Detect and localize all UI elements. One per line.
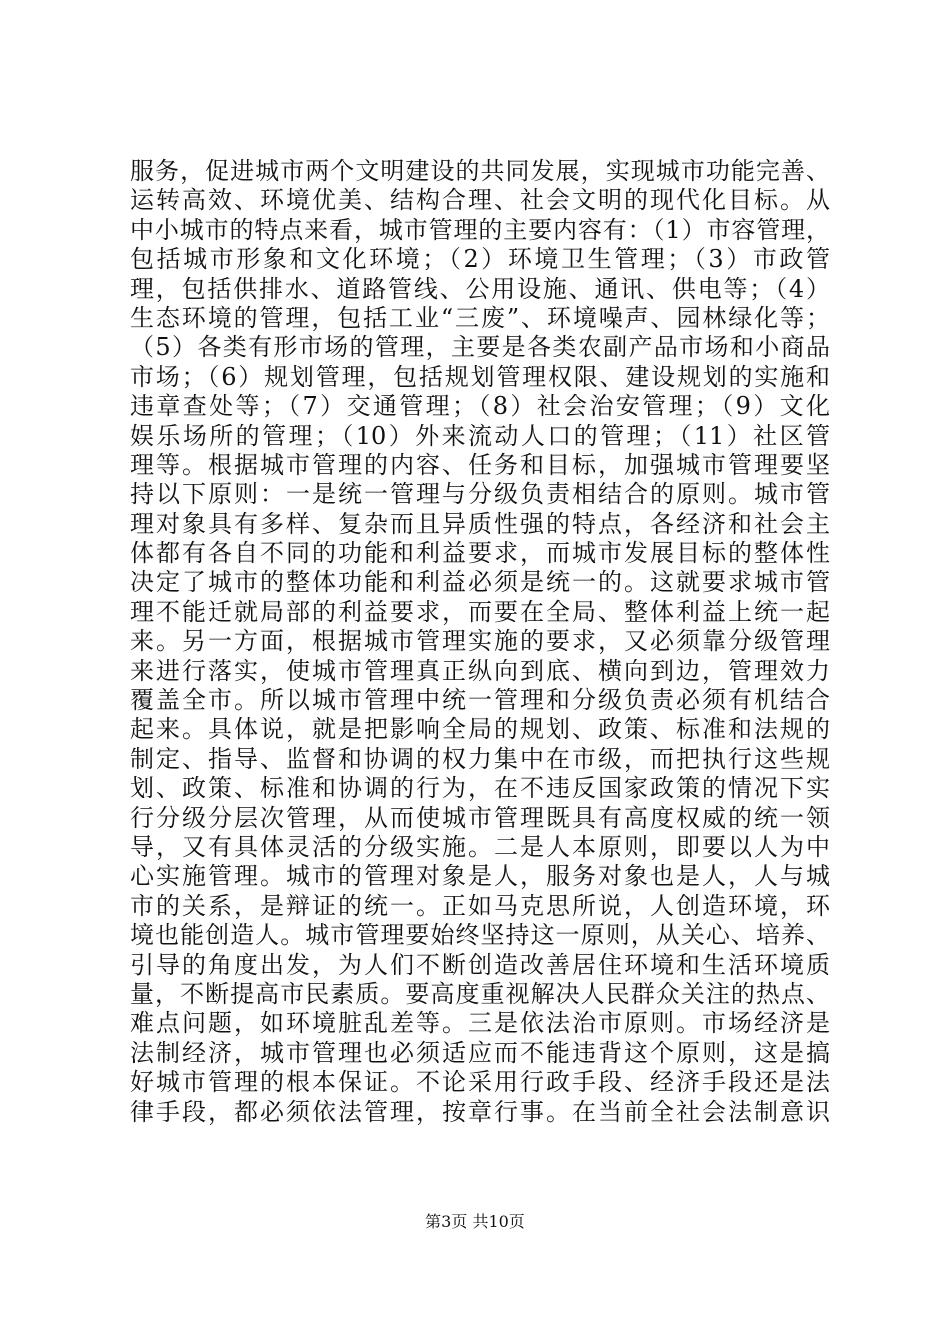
text-line: 娱乐场所的管理；（10）外来流动人口的管理；（11）社区管	[130, 421, 830, 450]
page-number-footer: 第3页 共10页	[425, 1212, 525, 1231]
text-line: 生态环境的管理，包括工业“三废”、环境噪声、园林绿化等；	[130, 303, 830, 332]
text-line: 包括城市形象和文化环境；（2）环境卫生管理；（3）市政管	[130, 245, 830, 274]
text-line: 覆盖全市。所以城市管理中统一管理和分级负责必须有机结合	[130, 686, 830, 715]
text-line: 市场；（6）规划管理，包括规划管理权限、建设规划的实施和	[130, 362, 830, 391]
text-line: 理不能迁就局部的利益要求，而要在全局、整体利益上统一起	[130, 597, 830, 626]
text-line: 法制经济，城市管理也必须适应而不能违背这个原则，这是搞	[130, 1038, 830, 1067]
text-line: 中小城市的特点来看，城市管理的主要内容有：（1）市容管理，	[130, 215, 830, 244]
text-line: （5）各类有形市场的管理，主要是各类农副产品市场和小商品	[130, 333, 830, 362]
text-line: 体都有各自不同的功能和利益要求，而城市发展目标的整体性	[130, 539, 830, 568]
text-line: 运转高效、环境优美、结构合理、社会文明的现代化目标。从	[130, 186, 830, 215]
text-line: 好城市管理的根本保证。不论采用行政手段、经济手段还是法	[130, 1068, 830, 1097]
body-paragraph	[130, 157, 830, 1127]
text-line: 决定了城市的整体功能和利益必须是统一的。这就要求城市管	[130, 568, 830, 597]
text-line: 行分级分层次管理，从而使城市管理既具有高度权威的统一领	[130, 803, 830, 832]
text-line: 境也能创造人。城市管理要始终坚持这一原则，从关心、培养、	[130, 921, 830, 950]
text-line: 制定、指导、监督和协调的权力集中在市级，而把执行这些规	[130, 744, 830, 773]
text-line: 市的关系，是辩证的统一。正如马克思所说，人创造环境，环	[130, 891, 830, 920]
text-line: 来进行落实，使城市管理真正纵向到底、横向到边，管理效力	[130, 656, 830, 685]
text-line: 持以下原则：一是统一管理与分级负责相结合的原则。城市管	[130, 480, 830, 509]
text-line: 心实施管理。城市的管理对象是人，服务对象也是人，人与城	[130, 862, 830, 891]
text-line: 难点问题，如环境脏乱差等。三是依法治市原则。市场经济是	[130, 1009, 830, 1038]
text-line: 量，不断提高市民素质。要高度重视解决人民群众关注的热点、	[130, 979, 830, 1008]
text-line: 理对象具有多样、复杂而且异质性强的特点，各经济和社会主	[130, 509, 830, 538]
text-line: 理等。根据城市管理的内容、任务和目标，加强城市管理要坚	[130, 450, 830, 479]
text-line: 服务，促进城市两个文明建设的共同发展，实现城市功能完善、	[130, 157, 830, 185]
text-line: 律手段，都必须依法管理，按章行事。在当前全社会法制意识	[130, 1097, 830, 1126]
text-line: 导，又有具体灵活的分级实施。二是人本原则，即要以人为中	[130, 832, 830, 861]
text-line: 违章查处等；（7）交通管理；（8）社会治安管理；（9）文化	[130, 392, 830, 421]
text-line: 引导的角度出发，为人们不断创造改善居住环境和生活环境质	[130, 950, 830, 979]
text-line: 来。另一方面，根据城市管理实施的要求，又必须靠分级管理	[130, 627, 830, 656]
text-line: 起来。具体说，就是把影响全局的规划、政策、标准和法规的	[130, 715, 830, 744]
text-line: 理，包括供排水、道路管线、公用设施、通讯、供电等；（4）	[130, 274, 830, 303]
text-line: 划、政策、标准和协调的行为，在不违反国家政策的情况下实	[130, 774, 830, 803]
